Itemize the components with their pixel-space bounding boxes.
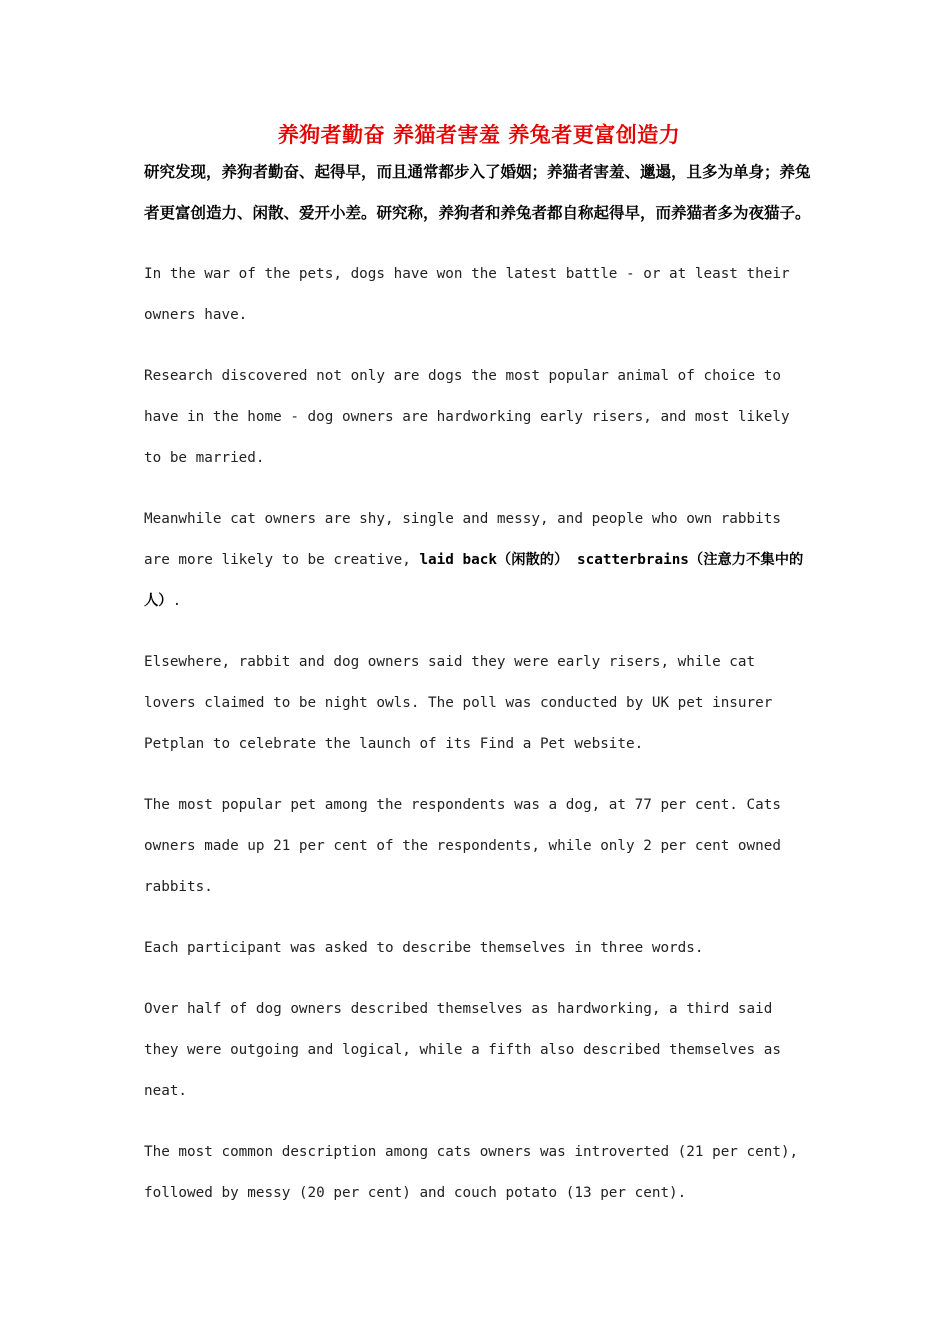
paragraph-1: In the war of the pets, dogs have won the latest battle - or at least their owners have. xyxy=(144,266,790,323)
paragraph-2: Research discovered not only are dogs the most popular animal of choice to have in the home - dog owners are hardworking early risers, and most likely to be married. xyxy=(144,368,790,466)
chinese-summary: 研究发现，养狗者勤奋、起得早，而且通常都步入了婚姻；养猫者害羞、邋遢，且多为单身；养兔者更富创造力、闲散、爱开小差。研究称，养狗者和养兔者都自称起得早，而养猫者多为夜猫子。 xyxy=(144,163,811,222)
gloss-laid-back: （闲散的） xyxy=(496,552,569,568)
paragraph-3-tail: . xyxy=(172,593,182,609)
paragraph-3-lead: Meanwhile cat owners are shy, single and messy, and people who own rabbits are more likely to be creative, xyxy=(144,511,781,568)
gloss-scatterbrains: （注意力不集中的人） xyxy=(144,552,804,609)
document-title: 养狗者勤奋 养猫者害羞 养兔者更富创造力 xyxy=(277,122,681,147)
paragraph-7: Over half of dog owners described themselves as hardworking, a third said they were outgoing and logical, while a fifth also described themselves as neat. xyxy=(144,1001,781,1099)
paragraph-4: Elsewhere, rabbit and dog owners said they were early risers, while cat lovers claimed to be night owls. The poll was conducted by UK pet insurer Petplan to celebrate the launch of its Find a Pet website. xyxy=(144,654,773,752)
paragraph-6: Each participant was asked to describe themselves in three words. xyxy=(144,940,704,956)
document-page xyxy=(144,118,814,1214)
paragraph-8: The most common description among cats owners was introverted (21 per cent), followed by messy (20 per cent) and couch potato (13 per cent). xyxy=(144,1144,799,1201)
term-scatterbrains: scatterbrains xyxy=(568,552,689,568)
term-laid-back: laid back xyxy=(419,552,497,568)
paragraph-5: The most popular pet among the respondents was a dog, at 77 per cent. Cats owners made up 21 per cent of the respondents, while only 2 per cent owned rabbits. xyxy=(144,797,781,895)
paragraph-3 xyxy=(144,499,814,622)
